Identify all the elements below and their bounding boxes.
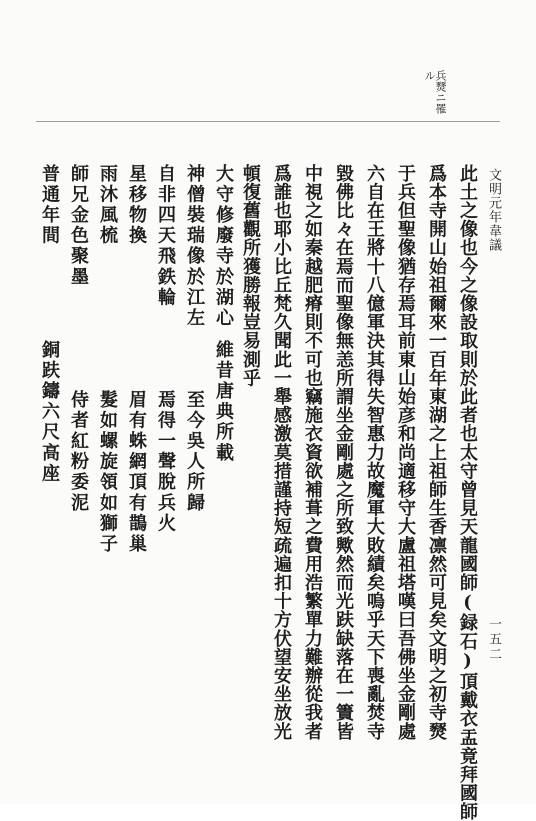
verse-line-top: 星移物換 [126, 164, 147, 247]
verse-line-top: 自非四天飛鉄輪 [155, 164, 176, 309]
running-header-title: 文明元年韋議 [486, 168, 501, 252]
margin-note [424, 70, 446, 114]
verse-line-bottom: 焉得一聲脫兵火 [155, 390, 176, 535]
prose-line: 頓復舊觀所獲勝報豈易測乎 [240, 164, 261, 388]
page-number: 一五二 [486, 617, 501, 662]
verse-line-top: 大守修廢寺於湖心 [213, 164, 234, 329]
prose-line: 六自在王將十八億軍決其得失智惠力故魔軍大敗績矣嗚乎天下喪亂焚寺 [364, 164, 385, 741]
prose-line: 于兵但聖像猶存焉耳前東山始彦和尚適移守大盧祖塔嘆曰吾佛坐金剛處 [395, 164, 416, 741]
prose-line: 中視之如秦越肥瘠則不可也竊施衣資欲補葺之費用浩繁單力難辦從我者 [302, 164, 323, 741]
verse-line-top: 師兄金色聚墨 [68, 164, 89, 288]
verse-line-bottom: 侍者紅粉委泥 [68, 390, 89, 514]
verse-line-bottom: 至今吳人所歸 [184, 390, 205, 514]
verse-line-bottom: 眉有蛛網頂有鵲巢 [126, 390, 147, 555]
verse-line-bottom: 銅趺鑄六尺高座 [39, 340, 60, 485]
verse-line-bottom: 維昔唐典所載 [213, 340, 234, 464]
verse-line-top: 雨沐風梳 [97, 164, 118, 247]
prose-line: 此土之像也今之像設取則於此者也太守曾見天龍國師(録石)頂戴衣盂竟拜國師 [457, 164, 478, 821]
prose-line: 爲誰也耶小比丘梵久聞此一舉感激莫措謹持短疏遍扣十方伏望安坐放光 [271, 164, 292, 741]
verse-line-top: 普通年間 [39, 164, 60, 247]
prose-line: 毀佛比々在焉而聖像無恙所謂坐金剛處之所致歟然而光趺缺落在一簀皆 [333, 164, 354, 741]
header-rule [36, 121, 500, 122]
prose-line: 爲本寺開山始祖爾來一百年東湖之上祖師生香凛然可見矣文明之初寺燹 [426, 164, 447, 741]
verse-line-top: 神僧裝瑞像於江左 [184, 164, 205, 329]
verse-line-bottom: 髮如螺旋領如獅子 [97, 390, 118, 555]
margin-note-line: ル [423, 70, 436, 81]
margin-note-line: 兵燹ニ罹 [434, 70, 447, 114]
